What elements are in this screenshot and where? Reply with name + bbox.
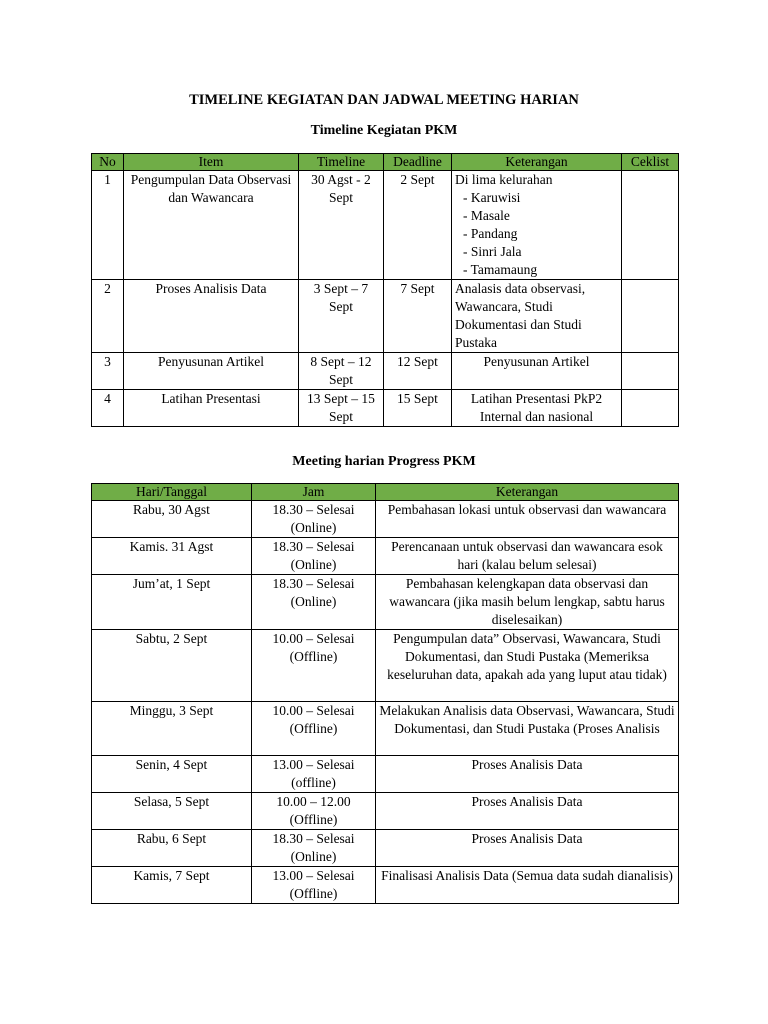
table-row: [92, 756, 679, 793]
table-row: [92, 630, 679, 702]
row-hari: Senin, 4 Sept: [92, 756, 252, 793]
row-keterangan: Latihan Presentasi PkP2 Internal dan nasional: [452, 390, 622, 427]
kelurahan-item: - Sinri Jala: [463, 244, 522, 259]
table-row: [92, 171, 679, 280]
row-item: Penyusunan Artikel: [124, 353, 299, 390]
row-timeline: 8 Sept – 12 Sept: [299, 353, 384, 390]
timeline-table: [91, 153, 679, 427]
meeting-header-row: [92, 484, 679, 501]
row-deadline: 2 Sept: [384, 171, 452, 280]
row-jam: 13.00 – Selesai (offline): [252, 756, 376, 793]
row-keterangan: Pengumpulan data” Observasi, Wawancara, Studi Dokumentasi, dan Studi Pustaka (Memeriksa keseluruhan data, apakah ada yang luput atau tidak): [376, 630, 679, 702]
row-ceklist: [622, 390, 679, 427]
kelurahan-item: - Pandang: [463, 226, 518, 241]
table-row: [92, 575, 679, 630]
row-timeline: 30 Agst - 2 Sept: [299, 171, 384, 280]
row-keterangan: Analasis data observasi, Wawancara, Studi Dokumentasi dan Studi Pustaka: [452, 280, 622, 353]
header-ceklist: Ceklist: [622, 154, 679, 171]
meeting-heading: Meeting harian Progress PKM: [292, 454, 476, 469]
row-hari: Sabtu, 2 Sept: [92, 630, 252, 702]
row-jam: 18.30 – Selesai (Online): [252, 830, 376, 867]
row-item: Latihan Presentasi: [124, 390, 299, 427]
row-keterangan: Pembahasan kelengkapan data observasi dan wawancara (jika masih belum lengkap, sabtu harus diselesaikan): [376, 575, 679, 630]
meeting-table: [91, 483, 679, 904]
header-keterangan: Keterangan: [376, 484, 679, 501]
row-jam: 18.30 – Selesai (Online): [252, 575, 376, 630]
kelurahan-item: - Karuwisi: [463, 190, 521, 205]
row-hari: Rabu, 6 Sept: [92, 830, 252, 867]
kelurahan-item: - Tamamaung: [463, 262, 538, 277]
row-keterangan: Perencanaan untuk observasi dan wawancara esok hari (kalau belum selesai): [376, 538, 679, 575]
table-row: [92, 390, 679, 427]
row-keterangan: Proses Analisis Data: [376, 830, 679, 867]
table-row: [92, 702, 679, 756]
row-item: Proses Analisis Data: [124, 280, 299, 353]
header-item: Item: [124, 154, 299, 171]
row-ceklist: [622, 353, 679, 390]
keterangan-text: Di lima kelurahan: [455, 172, 553, 187]
row-keterangan: Finalisasi Analisis Data (Semua data sudah dianalisis): [376, 867, 679, 904]
row-keterangan: Proses Analisis Data: [376, 756, 679, 793]
row-hari: Selasa, 5 Sept: [92, 793, 252, 830]
row-deadline: 15 Sept: [384, 390, 452, 427]
row-timeline: 3 Sept – 7 Sept: [299, 280, 384, 353]
table-row: [92, 353, 679, 390]
row-no: 4: [92, 390, 124, 427]
header-keterangan: Keterangan: [452, 154, 622, 171]
row-jam: 13.00 – Selesai (Offline): [252, 867, 376, 904]
row-ceklist: [622, 280, 679, 353]
row-hari: Rabu, 30 Agst: [92, 501, 252, 538]
table-row: [92, 538, 679, 575]
row-hari: Kamis. 31 Agst: [92, 538, 252, 575]
table-row: [92, 280, 679, 353]
row-jam: 18.30 – Selesai (Online): [252, 538, 376, 575]
row-keterangan: Melakukan Analisis data Observasi, Wawancara, Studi Dokumentasi, dan Studi Pustaka (Proses Analisis: [376, 702, 679, 756]
table-row: [92, 501, 679, 538]
table-row: [92, 793, 679, 830]
row-hari: Jum’at, 1 Sept: [92, 575, 252, 630]
row-keterangan: Proses Analisis Data: [376, 793, 679, 830]
row-ceklist: [622, 171, 679, 280]
header-jam: Jam: [252, 484, 376, 501]
row-deadline: 12 Sept: [384, 353, 452, 390]
row-no: 3: [92, 353, 124, 390]
row-jam: 10.00 – Selesai (Offline): [252, 702, 376, 756]
timeline-header-row: [92, 154, 679, 171]
row-timeline: 13 Sept – 15 Sept: [299, 390, 384, 427]
header-deadline: Deadline: [384, 154, 452, 171]
table-row: [92, 830, 679, 867]
table-row: [92, 867, 679, 904]
row-jam: 10.00 – 12.00 (Offline): [252, 793, 376, 830]
header-hari: Hari/Tanggal: [92, 484, 252, 501]
row-keterangan: Penyusunan Artikel: [452, 353, 622, 390]
row-deadline: 7 Sept: [384, 280, 452, 353]
row-no: 2: [92, 280, 124, 353]
document-title: TIMELINE KEGIATAN DAN JADWAL MEETING HARIAN: [189, 92, 579, 108]
row-hari: Kamis, 7 Sept: [92, 867, 252, 904]
row-jam: 18.30 – Selesai (Online): [252, 501, 376, 538]
row-hari: Minggu, 3 Sept: [92, 702, 252, 756]
row-no: 1: [92, 171, 124, 280]
row-keterangan: [452, 171, 622, 280]
row-jam: 10.00 – Selesai (Offline): [252, 630, 376, 702]
header-no: No: [92, 154, 124, 171]
kelurahan-item: - Masale: [463, 208, 510, 223]
row-item: Pengumpulan Data Observasi dan Wawancara: [124, 171, 299, 280]
row-keterangan: Pembahasan lokasi untuk observasi dan wawancara: [376, 501, 679, 538]
timeline-heading: Timeline Kegiatan PKM: [310, 123, 458, 138]
header-timeline: Timeline: [299, 154, 384, 171]
